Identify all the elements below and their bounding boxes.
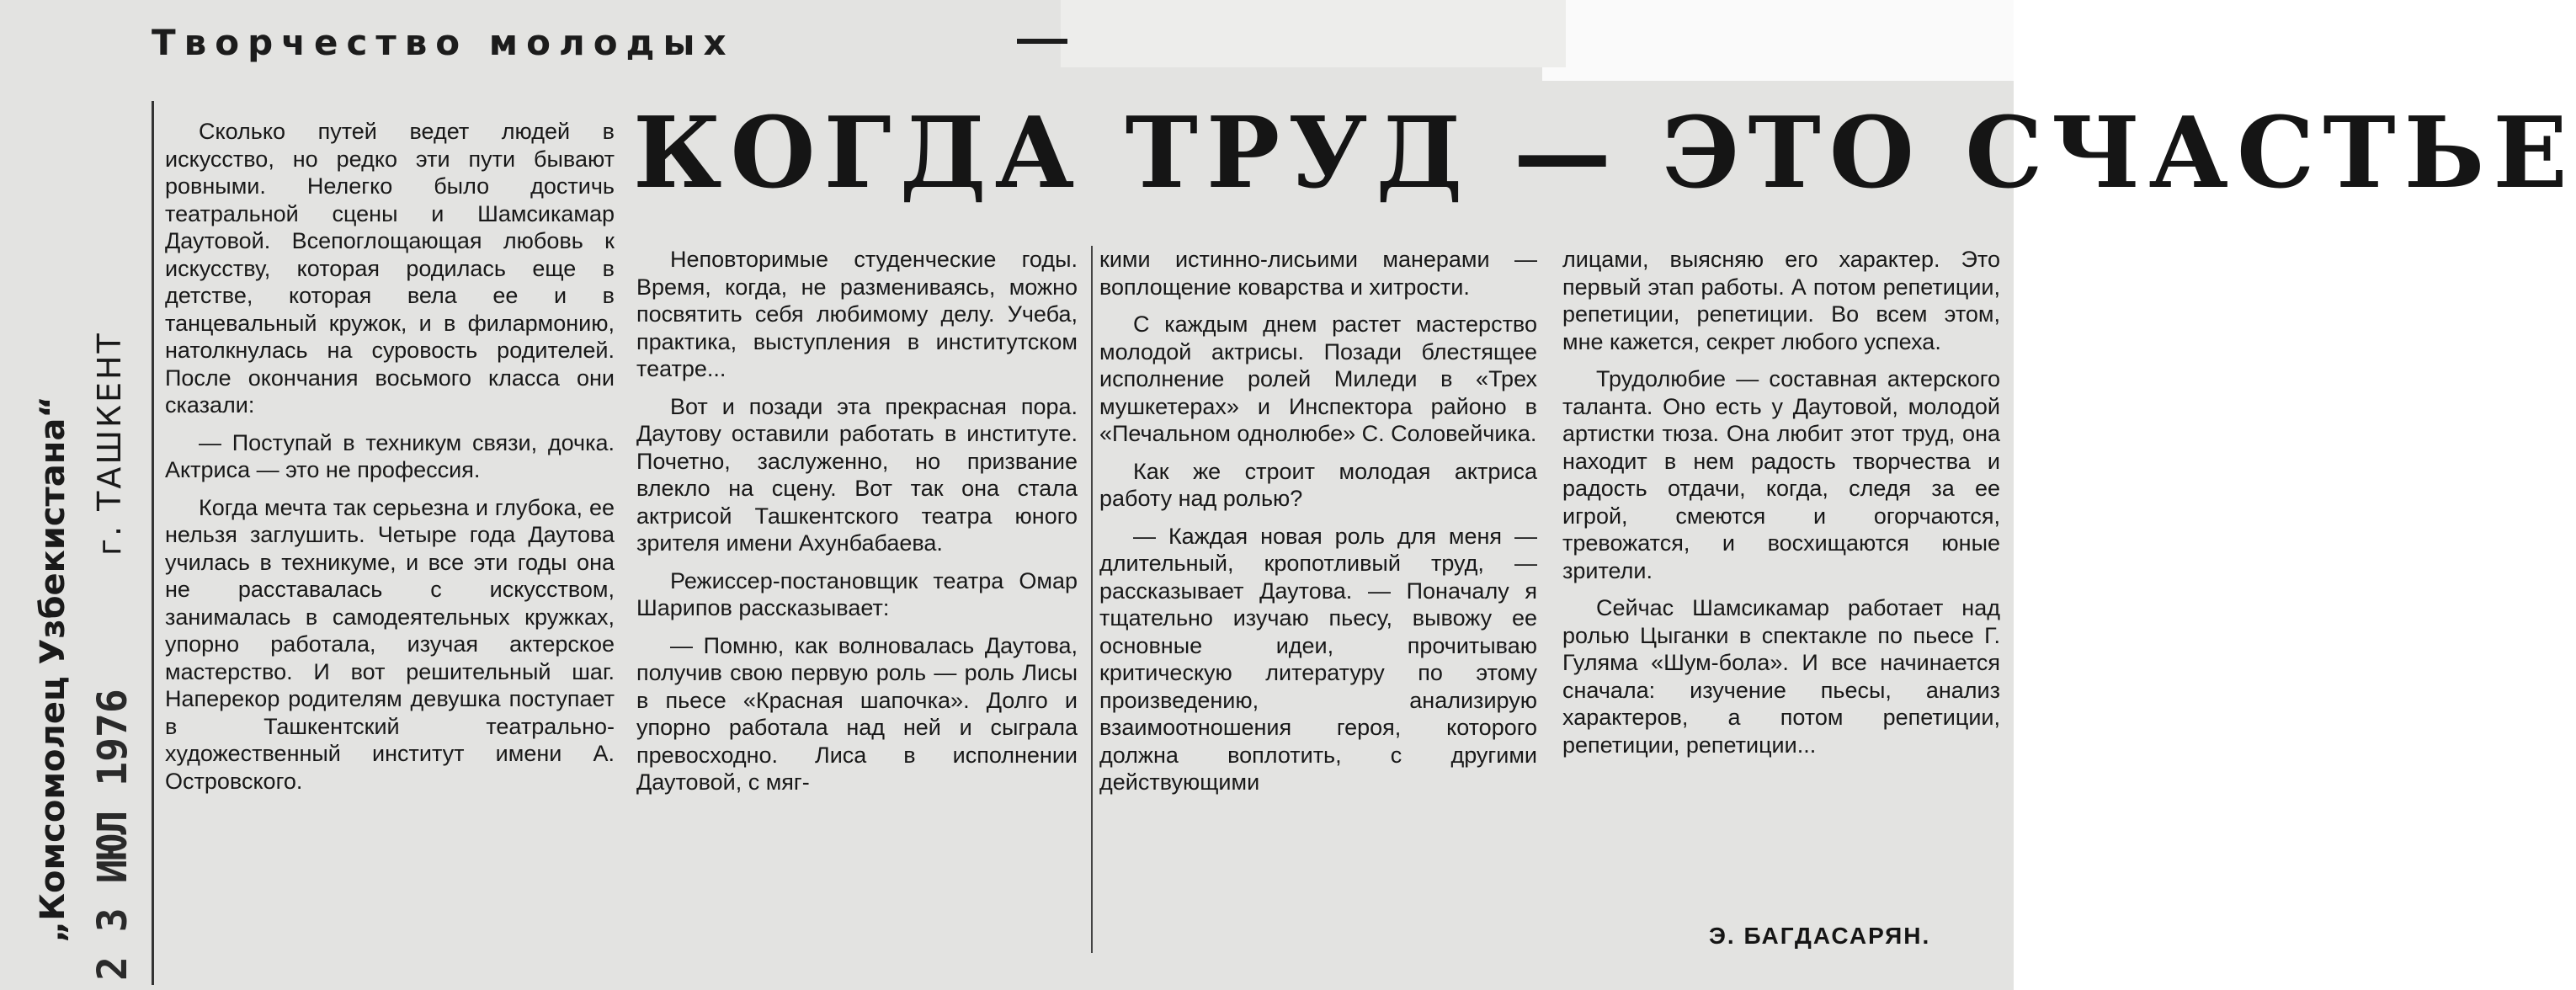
rubric-title: Творчество молодых	[152, 22, 735, 63]
paragraph: лицами, выясняю его характер. Это первый этап работы. А потом репетиции, репетиции, репетиции. Во всем этом, мне кажется, секрет любого успеха.	[1562, 247, 2000, 354]
stamp-date: 2 3 ИЮЛ 1976	[89, 689, 136, 981]
paragraph: Режиссер-постановщик театра Омар Шарипов рассказывает:	[636, 567, 1078, 620]
article-column-3	[1099, 246, 1537, 806]
paragraph: — Поступай в техникум связи, дочка. Актриса — это не профессия.	[165, 429, 615, 482]
stamp-city: г. ТАШКЕНТ	[91, 331, 128, 556]
paragraph: Неповторимые студенческие годы. Время, когда, не размениваясь, можно посвятить себя любимому делу. Учеба, практика, выступления в институтском театре...	[636, 247, 1078, 381]
paragraph: — Каждая новая роль для меня — длительный, кропотливый труд, — рассказывает Даутова. — Поначалу я тщательно изучаю пьесу, вывожу ее основные идеи, прочитываю критическую литературу по этому произведению, анализирую взаимоотношения героя, которого должна воплотить, с другими действующими	[1099, 523, 1537, 795]
stamp-newspaper-name: „Комсомолец Узбекистана“	[34, 396, 72, 943]
rubric-dash	[1017, 39, 1067, 44]
paragraph: Сколько путей ведет людей в искусство, но редко эти пути бывают ровными. Нелегко было достичь театральной сцены и Шамсикамар Даутовой. Всепоглощающая любовь к искусству, которая родилась еще в детстве, которая вела ее и в танцевальный кружок, и в филармонию, натолкнулась на суровость родителей. После окончания восьмого класса они сказали:	[165, 119, 615, 418]
paragraph: С каждым днем растет мастерство молодой актрисы. Позади блестящее исполнение ролей Миледи в «Трех мушкетерах» и Инспектора районо в «Печальном однолюбе» С. Соловейчика.	[1099, 311, 1537, 446]
paragraph: Как же строит молодая актриса работу над ролью?	[1099, 458, 1537, 511]
article-column-1	[165, 118, 615, 805]
paragraph: Трудолюбие — составная актерского таланта. Оно есть у Даутовой, молодой артистки тюза. Она любит этот труд, она находит в нем радость творчества и радость отдачи, когда, следя за ее игрой, смеются и огорчаются, тревожатся, и восхищаются юные зрители.	[1562, 366, 2000, 583]
paper-strip	[1061, 0, 1566, 67]
background-margin	[1542, 0, 2014, 81]
paragraph: — Помню, как волновалась Даутова, получив свою первую роль — роль Лисы в пьесе «Красная шапочка». Долго и упорно работала над ней и сыграла превосходно. Лиса в исполнении Даутовой, с мяг-	[636, 632, 1078, 795]
paragraph: кими истинно-лисьими манерами — воплощение коварства и хитрости.	[1099, 247, 1537, 300]
article-headline: КОГДА ТРУД — ЭТО СЧАСТЬЕ	[633, 96, 2576, 210]
author-signature: Э. БАГДАСАРЯН.	[1709, 923, 1931, 949]
column-divider	[1091, 246, 1093, 953]
article-column-2	[636, 246, 1078, 806]
paragraph: Вот и позади эта прекрасная пора. Даутову оставили работать в институте. Почетно, заслуженно, но призвание влекло на сцену. Вот так она стала актрисой Ташкентского театра юного зрителя имени Ахунбабаева.	[636, 393, 1078, 556]
paragraph: Сейчас Шамсикамар работает над ролью Цыганки в спектакле по пьесе Г. Гуляма «Шум-бола». И все начинается сначала: изучение пьесы, анализ характеров, а потом репетиции, репетиции, репетиции...	[1562, 595, 2000, 758]
paragraph: Когда мечта так серьезна и глубока, ее нельзя заглушить. Четыре года Даутова училась в техникуме, и все эти годы она не расставалась с искусством, занималась в самодеятельных кружках, упорно работала, изучая актерское мастерство. И вот решительный шаг. Наперекор родителям девушка поступает в Ташкентский театрально-художественный институт имени А. Островского.	[165, 494, 615, 794]
article-column-4	[1562, 246, 2000, 769]
source-stamp	[8, 101, 154, 985]
